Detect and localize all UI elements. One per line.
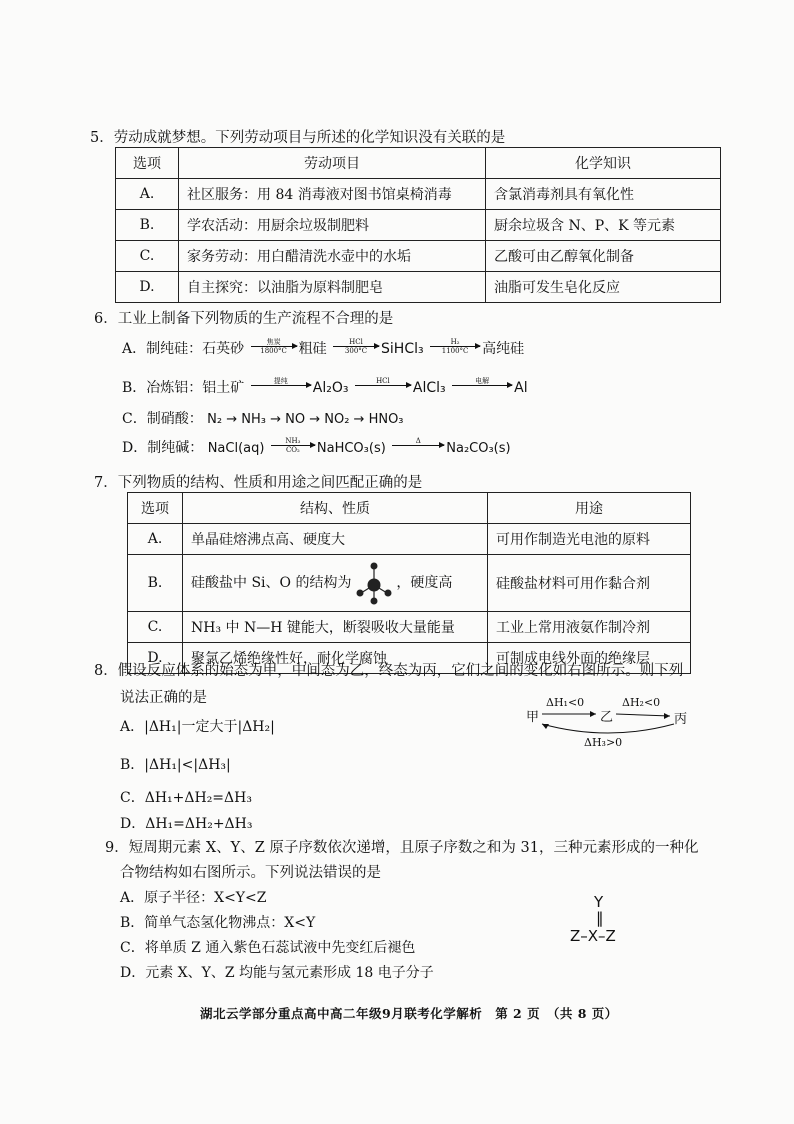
reaction-arrow (452, 377, 512, 394)
q6-a-product: 粗硅 (298, 341, 327, 357)
q6-d-reactant: NaCl(aq) (207, 441, 265, 456)
reaction-arrow (333, 338, 379, 355)
q6-a-product: 高纯硅 (482, 341, 525, 357)
arrow-condition: 焦炭 (266, 338, 281, 346)
arrow-condition: 电解 (475, 377, 490, 385)
table-row (128, 524, 691, 555)
table-cell: 社区服务：用 84 消毒液对图书馆桌椅消毒 (179, 179, 486, 210)
reaction-arrow (430, 338, 480, 355)
table-cell: A. (116, 179, 179, 210)
table-cell: 含氯消毒剂具有氧化性 (486, 179, 721, 210)
table-cell: 油脂可发生皂化反应 (486, 272, 721, 303)
silicate-tetrahedron-icon (356, 561, 392, 605)
table-header: 选项 (128, 493, 183, 524)
q9-stem-line2: 合物结构如右图所示。下列说法错误的是 (120, 865, 381, 881)
q9-option-a: A．原子半径：X<Y<Z (120, 890, 267, 906)
reaction-arrow (251, 377, 311, 394)
table-cell: NH₃ 中 N—H 键能大，断裂吸收大量能量 (183, 612, 488, 643)
q7-b-suffix: ，硬度高 (396, 575, 453, 591)
q8-option-a: A．|ΔH₁|一定大于|ΔH₂| (120, 719, 275, 735)
q8-option-b: B．|ΔH₁|<|ΔH₃| (120, 757, 231, 773)
q9-option-c: C．将单质 Z 通入紫色石蕊试液中先变红后褪色 (120, 940, 416, 956)
state-jia: 甲 (526, 710, 540, 725)
q6-c-flow: N₂ → NH₃ → NO → NO₂ → HNO₃ (207, 412, 404, 427)
q8-stem-line2: 说法正确的是 (120, 690, 207, 706)
table-row (116, 241, 721, 272)
q9-option-b: B．简单气态氢化物沸点：X<Y (120, 915, 316, 931)
arrow-condition: HCl (376, 377, 390, 385)
table-cell: D. (116, 272, 179, 303)
state-bing: 丙 (674, 712, 688, 727)
table-row (116, 210, 721, 241)
table-cell: 家务劳动：用白醋清洗水壶中的水垢 (179, 241, 486, 272)
q6-d-label: D．制纯碱： (122, 440, 204, 456)
enthalpy-arrows-icon (524, 696, 704, 752)
arrow-condition: H₂ (450, 338, 460, 346)
table-cell: B. (116, 210, 179, 241)
arrow-condition: Δ (415, 437, 421, 445)
reaction-arrow (251, 338, 297, 355)
table-cell: D. (128, 643, 183, 674)
table-cell: 单晶硅熔沸点高、硬度大 (183, 524, 488, 555)
q9-stem-line1: 9．短周期元素 X、Y、Z 原子序数依次递增，且原子序数之和为 31，三种元素形成的一种化 (105, 840, 699, 856)
q6-b-product: Al (514, 380, 528, 396)
arrow-condition: 1800°C (260, 347, 287, 355)
table-cell: C. (116, 241, 179, 272)
dh1-label: ΔH₁<0 (546, 696, 585, 709)
q9-structure (566, 893, 640, 953)
arrow-condition: 300°C (344, 347, 368, 355)
dh3-label: ΔH₃>0 (584, 736, 623, 749)
table-row (128, 493, 691, 524)
table-cell: 厨余垃圾含 N、P、K 等元素 (486, 210, 721, 241)
q8-option-d: D．ΔH₁=ΔH₂+ΔH₃ (120, 816, 253, 832)
q6-b-product: Al₂O₃ (312, 380, 349, 396)
arrow-condition: 1100°C (441, 347, 469, 355)
table-row (116, 148, 721, 179)
arrow-condition: HCl (349, 338, 363, 346)
reaction-arrow (392, 437, 444, 454)
table-header: 劳动项目 (179, 148, 486, 179)
table-row (128, 555, 691, 612)
table-cell: 乙酸可由乙醇氧化制备 (486, 241, 721, 272)
q6-a-label: A．制纯硅：石英砂 (122, 341, 245, 357)
table-cell (183, 555, 488, 612)
table-cell: B. (128, 555, 183, 612)
q6-option-b (122, 377, 528, 397)
q6-b-product: AlCl₃ (412, 380, 446, 396)
table-header: 用途 (488, 493, 691, 524)
arrow-condition: 提纯 (273, 377, 288, 385)
arrow-condition: CO₂ (285, 446, 300, 454)
reaction-arrow (271, 437, 315, 454)
reaction-arrow (355, 377, 411, 394)
table-cell: A. (128, 524, 183, 555)
q8-option-c: C．ΔH₁+ΔH₂=ΔH₃ (120, 790, 252, 806)
enthalpy-diagram (524, 696, 704, 752)
q7-table (127, 492, 691, 674)
table-cell: 硅酸盐材料可用作黏合剂 (488, 555, 691, 612)
q9-option-d: D．元素 X、Y、Z 均能与氢元素形成 18 电子分子 (120, 965, 434, 981)
q6-option-d (122, 437, 511, 457)
table-cell: 工业上常用液氨作制冷剂 (488, 612, 691, 643)
table-header: 结构、性质 (183, 493, 488, 524)
q7-b-text: 硅酸盐中 Si、O 的结构为 (191, 575, 352, 591)
q8-stem-line1: 8．假设反应体系的始态为甲，中间态为乙，终态为丙，它们之间的变化如右图所示。则下列 (94, 663, 684, 679)
table-cell: C. (128, 612, 183, 643)
page-footer: 湖北云学部分重点高中高二年级9月联考化学解析 第 2 页 （共 8 页） (200, 1006, 618, 1021)
table-row (128, 612, 691, 643)
table-cell: 可制成电线外面的绝缘层 (488, 643, 691, 674)
q6-d-product: NaHCO₃(s) (316, 441, 386, 456)
table-cell: 学农活动：用厨余垃圾制肥料 (179, 210, 486, 241)
arrow-condition: NH₃ (285, 437, 301, 445)
q6-a-product: SiHCl₃ (381, 341, 424, 357)
q5-stem: 5．劳动成就梦想。下列劳动项目与所述的化学知识没有关联的是 (90, 130, 506, 146)
table-cell: 可用作制造光电池的原料 (488, 524, 691, 555)
z-x-z: Z–X–Z (570, 927, 616, 945)
q6-option-a (122, 338, 524, 358)
table-row (116, 179, 721, 210)
table-row (116, 272, 721, 303)
dh2-label: ΔH₂<0 (622, 696, 661, 709)
state-yi: 乙 (600, 710, 614, 725)
table-cell: 聚氯乙烯绝缘性好，耐化学腐蚀 (183, 643, 488, 674)
q6-c-label: C．制硝酸： (122, 411, 203, 427)
double-bond: ‖ (596, 909, 604, 927)
table-header: 化学知识 (486, 148, 721, 179)
q6-d-product: Na₂CO₃(s) (446, 441, 511, 456)
table-cell: 自主探究：以油脂为原料制肥皂 (179, 272, 486, 303)
atom-y: Y (594, 893, 604, 911)
q6-b-label: B．冶炼铝：铝土矿 (122, 380, 245, 396)
q6-stem: 6．工业上制备下列物质的生产流程不合理的是 (94, 311, 394, 327)
q5-table (115, 147, 721, 303)
q6-option-c (122, 408, 404, 428)
table-header: 选项 (116, 148, 179, 179)
q7-stem: 7．下列物质的结构、性质和用途之间匹配正确的是 (94, 475, 423, 491)
